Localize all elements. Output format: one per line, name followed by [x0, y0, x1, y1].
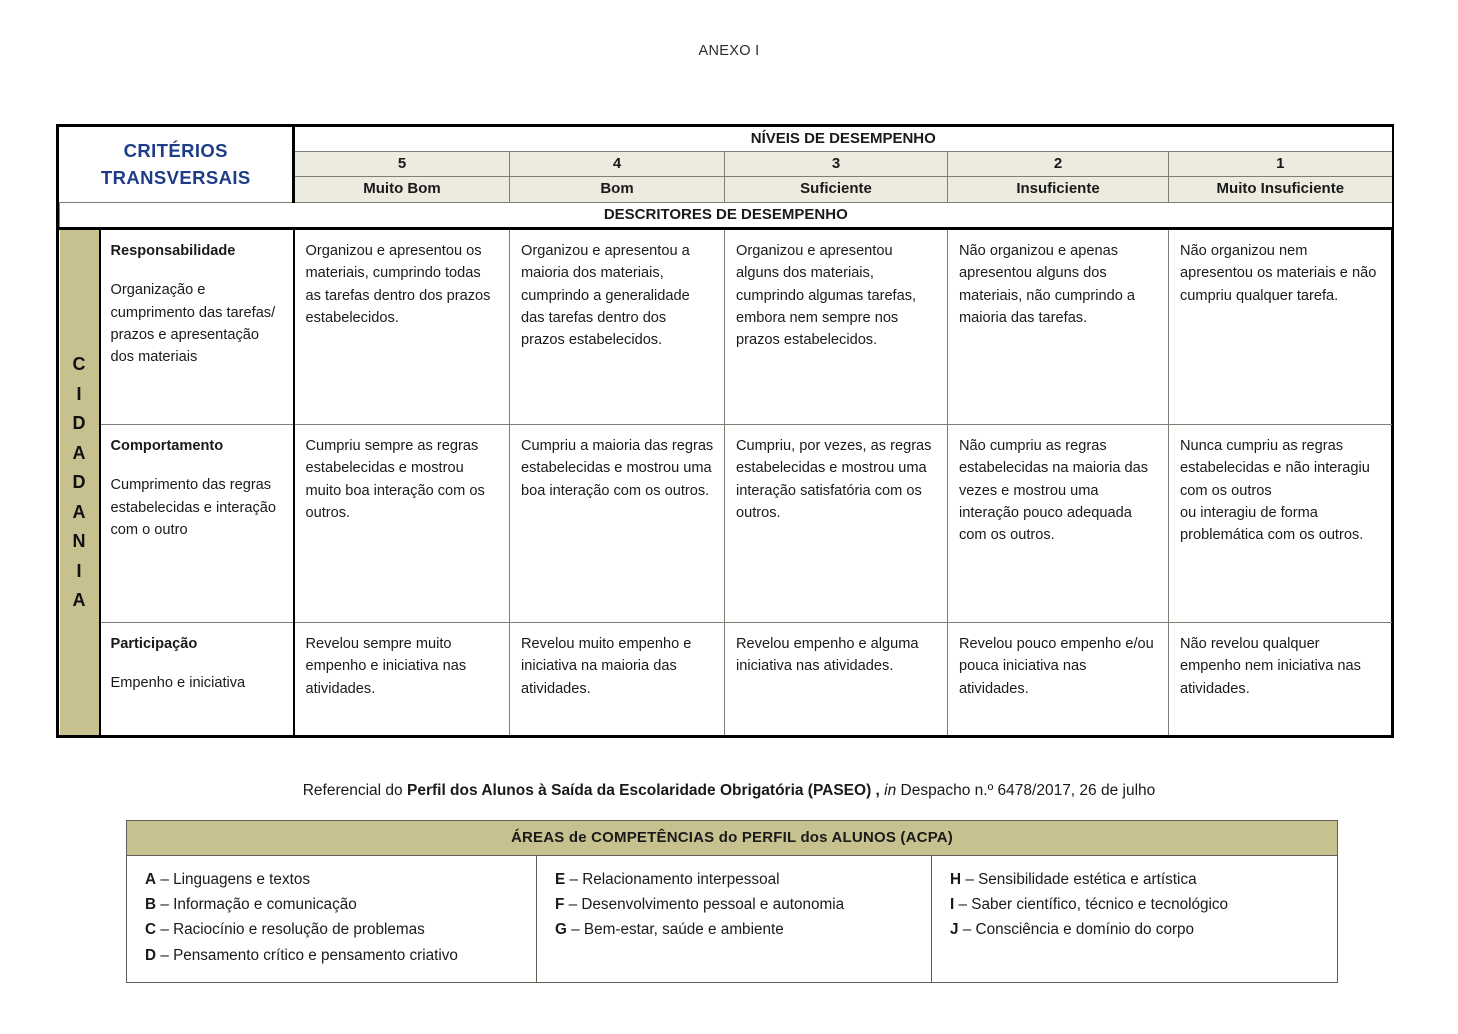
list-item [555, 917, 931, 942]
table-row [60, 229, 1392, 425]
acpa-column-3 [932, 856, 1337, 982]
paseo-italic: in [879, 782, 901, 799]
level-number-5: 5 [294, 152, 510, 177]
paseo-reference-line [0, 782, 1458, 800]
descriptor-text: Cumpriu sempre as regras estabelecidas e mostrou muito boa interação com os outros. [305, 438, 485, 521]
acpa-text: – Bem-estar, saúde e ambiente [571, 921, 784, 939]
descriptor-text: Cumpriu, por vezes, as regras estabelecidas e mostrou uma interação satisfatória com os outros. [736, 438, 932, 521]
paseo-suffix: Despacho n.º 6478/2017, 26 de julho [900, 782, 1156, 799]
acpa-text: – Relacionamento interpessoal [569, 871, 780, 888]
header-row-levels-band [60, 127, 1392, 152]
descriptor-text: Não revelou qualquer empenho nem iniciativa nas atividades. [1180, 636, 1361, 697]
criterion-subtitle: Empenho e iniciativa [110, 675, 246, 692]
domain-letter: A [72, 442, 86, 463]
acpa-key: H [950, 871, 962, 888]
descriptor-cell [510, 623, 725, 735]
descriptor-text: Revelou empenho e alguma iniciativa nas atividades. [736, 636, 919, 675]
acpa-column-2 [537, 856, 932, 982]
descriptor-cell [725, 425, 948, 623]
acpa-body [127, 856, 1337, 982]
descriptor-cell [294, 425, 510, 623]
list-item [950, 892, 1337, 917]
descriptor-cell [1169, 425, 1392, 623]
domain-strip-cidadania [60, 229, 100, 735]
level-number-4: 4 [510, 152, 725, 177]
descriptor-cell [510, 425, 725, 623]
list-item [950, 917, 1337, 942]
descriptor-cell [1169, 623, 1392, 735]
descriptor-cell [948, 229, 1169, 425]
descriptor-text: Não organizou e apenas apresentou alguns dos materiais, não cumprindo a maioria das tarefas. [959, 243, 1136, 326]
descriptor-cell [1169, 229, 1392, 425]
acpa-box [126, 820, 1338, 983]
descriptor-text: Revelou sempre muito empenho e iniciativa nas atividades. [305, 636, 467, 697]
rubric-table [59, 127, 1392, 735]
acpa-column-1 [127, 856, 537, 982]
acpa-text: – Sensibilidade estética e artística [965, 871, 1197, 888]
domain-letter: D [72, 413, 86, 434]
criterion-name: Responsabilidade [110, 243, 236, 259]
domain-letter: A [72, 590, 86, 611]
descriptor-text: Não cumpriu as regras estabelecidas na maioria das vezes e mostrou uma interação pouco adequada com os outros. [959, 438, 1149, 544]
descriptor-cell [510, 229, 725, 425]
table-row [60, 425, 1392, 623]
rubric-table-container [56, 124, 1394, 738]
criterion-cell-participacao [100, 623, 294, 735]
acpa-key: B [145, 896, 157, 914]
descriptor-text: Cumpriu a maioria das regras estabelecidas e mostrou uma boa interação com os outros. [521, 438, 714, 499]
descriptor-cell [725, 229, 948, 425]
descriptor-text: Não organizou nem apresentou os materiais e não cumpriu qualquer tarefa. [1180, 243, 1377, 304]
acpa-text: – Informação e comunicação [160, 896, 357, 914]
acpa-key: G [555, 921, 567, 939]
list-item [145, 892, 536, 917]
domain-letter: D [72, 472, 86, 493]
domain-letter: I [76, 560, 82, 581]
descriptor-cell [725, 623, 948, 735]
acpa-text: – Consciência e domínio do corpo [962, 921, 1195, 939]
domain-strip-letters [60, 355, 99, 609]
paseo-bold: Perfil dos Alunos à Saída da Escolaridade Obrigatória (PASEO) , [406, 782, 880, 799]
page-title: ANEXO I [698, 43, 760, 59]
header-row-descriptors-band [60, 203, 1392, 229]
descriptor-cell [294, 623, 510, 735]
domain-letter: I [76, 383, 82, 404]
criteria-title-cell [60, 127, 294, 203]
level-name-muito-insuficiente: Muito Insuficiente [1169, 177, 1392, 203]
level-number-2: 2 [948, 152, 1169, 177]
table-row [60, 623, 1392, 735]
acpa-key: A [145, 871, 157, 888]
acpa-text: – Linguagens e textos [160, 871, 310, 888]
list-item [145, 943, 536, 968]
acpa-text: – Raciocínio e resolução de problemas [160, 921, 425, 939]
criterion-name: Comportamento [110, 438, 224, 454]
descriptor-cell [294, 229, 510, 425]
level-name-muito-bom: Muito Bom [294, 177, 510, 203]
paseo-prefix: Referencial do [302, 782, 407, 799]
level-name-suficiente: Suficiente [725, 177, 948, 203]
acpa-key: D [145, 946, 157, 964]
descriptor-text: Nunca cumpriu as regras estabelecidas e não interagiu com os outros ou interagiu de forma problemática com os outros. [1180, 438, 1370, 544]
descriptor-text: Organizou e apresentou alguns dos materiais, cumprindo algumas tarefas, embora nem sempre nos prazos estabelecidos. [736, 243, 917, 349]
criterion-subtitle: Organização e cumprimento das tarefas/ prazos e apresentação dos materiais [110, 282, 276, 366]
criterion-cell-comportamento [100, 425, 294, 623]
criterion-cell-responsabilidade [100, 229, 294, 425]
list-item [145, 867, 536, 892]
descriptor-text: Organizou e apresentou os materiais, cumprindo todas as tarefas dentro dos prazos estabelecidos. [305, 243, 491, 326]
list-item [555, 892, 931, 917]
criteria-title-line1: CRITÉRIOS [123, 139, 228, 161]
domain-letter: A [72, 501, 86, 522]
descriptor-text: Revelou pouco empenho e/ou pouca iniciativa nas atividades. [959, 636, 1154, 697]
acpa-key: E [555, 871, 566, 888]
criterion-subtitle: Cumprimento das regras estabelecidas e interação com o outro [110, 477, 277, 538]
descriptor-cell [948, 623, 1169, 735]
criteria-title-line2: TRANSVERSAIS [100, 166, 251, 188]
acpa-key: I [950, 896, 955, 914]
descriptor-text: Organizou e apresentou a maioria dos materiais, cumprindo a generalidade das tarefas dentro dos prazos estabelecidos. [521, 243, 690, 349]
levels-band-label: NÍVEIS DE DESEMPENHO [294, 127, 1392, 152]
level-number-3: 3 [725, 152, 948, 177]
descriptor-text: Revelou muito empenho e iniciativa na maioria das atividades. [521, 636, 692, 697]
acpa-key: C [145, 921, 157, 939]
acpa-key: J [950, 921, 959, 939]
domain-letter: N [72, 531, 86, 552]
level-name-bom: Bom [510, 177, 725, 203]
domain-letter: C [72, 354, 86, 375]
descriptors-band-label: DESCRITORES DE DESEMPENHO [60, 203, 1392, 229]
list-item [555, 867, 931, 892]
list-item [950, 867, 1337, 892]
acpa-text: – Desenvolvimento pessoal e autonomia [568, 896, 845, 914]
acpa-text: – Pensamento crítico e pensamento criativo [160, 946, 458, 964]
level-number-1: 1 [1169, 152, 1392, 177]
level-name-insuficiente: Insuficiente [948, 177, 1169, 203]
criterion-name: Participação [110, 636, 198, 652]
descriptor-cell [948, 425, 1169, 623]
acpa-key: F [555, 896, 565, 914]
list-item [145, 917, 536, 942]
acpa-text: – Saber científico, técnico e tecnológico [958, 896, 1229, 914]
acpa-header: ÁREAS de COMPETÊNCIAS do PERFIL dos ALUNOS (ACPA) [127, 821, 1337, 856]
